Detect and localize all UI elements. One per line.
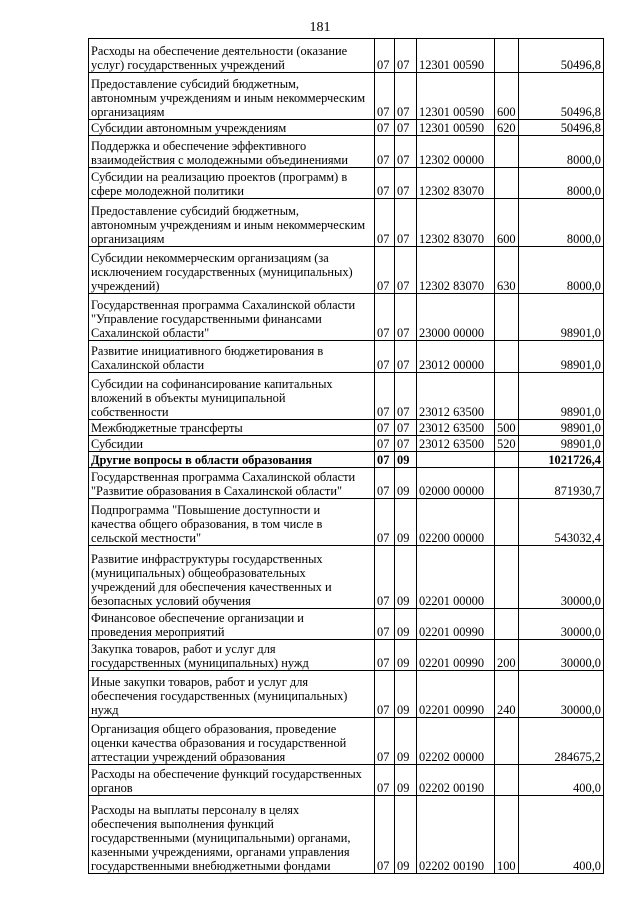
page-number: 181 [309, 20, 331, 35]
section-code-cell: 07 [375, 199, 395, 247]
expense-type-cell [495, 452, 519, 468]
table-row [89, 199, 604, 247]
expense-name-cell: Подпрограмма "Повышение доступности и качества общего образования, в том числе в сельской местности" [89, 499, 375, 546]
amount-cell: 50496,8 [519, 73, 604, 120]
amount-cell: 98901,0 [519, 420, 604, 436]
expense-type-cell: 620 [495, 120, 519, 136]
table-row [89, 546, 604, 609]
expense-type-cell [495, 39, 519, 73]
subsection-code-cell: 07 [395, 73, 417, 120]
table-row [89, 468, 604, 499]
amount-cell: 284675,2 [519, 718, 604, 765]
table-row [89, 671, 604, 718]
amount-cell: 1021726,4 [519, 452, 604, 468]
expense-name-cell: Расходы на выплаты персоналу в целях обеспечения выполнения функций государственными (муниципальными) органами, казенными учреждениями, органами управления государственными внебюджетными фондами [89, 796, 375, 874]
amount-cell: 8000,0 [519, 136, 604, 168]
section-code-cell: 07 [375, 546, 395, 609]
table-row [89, 420, 604, 436]
section-code-cell: 07 [375, 73, 395, 120]
expense-type-cell [495, 168, 519, 199]
subsection-code-cell: 07 [395, 168, 417, 199]
target-article-cell: 02202 00190 [417, 796, 495, 874]
section-code-cell: 07 [375, 420, 395, 436]
amount-cell: 8000,0 [519, 247, 604, 294]
target-article-cell: 12302 83070 [417, 247, 495, 294]
subsection-code-cell: 09 [395, 452, 417, 468]
expense-type-cell [495, 341, 519, 373]
expense-name-cell: Развитие инициативного бюджетирования в Сахалинской области [89, 341, 375, 373]
table-row [89, 796, 604, 874]
target-article-cell: 02200 00000 [417, 499, 495, 546]
section-code-cell: 07 [375, 452, 395, 468]
expense-name-cell: Субсидии некоммерческим организациям (за исключением государственных (муниципальных) учреждений) [89, 247, 375, 294]
amount-cell: 8000,0 [519, 168, 604, 199]
amount-cell: 98901,0 [519, 294, 604, 341]
expense-name-cell: Государственная программа Сахалинской области "Управление государственными финансами Сахалинской области" [89, 294, 375, 341]
target-article-cell: 23000 00000 [417, 294, 495, 341]
target-article-cell: 02201 00000 [417, 546, 495, 609]
expense-name-cell: Субсидии на реализацию проектов (программ) в сфере молодежной политики [89, 168, 375, 199]
expense-type-cell [495, 609, 519, 640]
expense-name-cell: Организация общего образования, проведение оценки качества образования и государственной аттестации учреждений образования [89, 718, 375, 765]
section-code-cell: 07 [375, 796, 395, 874]
amount-cell: 871930,7 [519, 468, 604, 499]
section-code-cell: 07 [375, 120, 395, 136]
target-article-cell: 23012 63500 [417, 373, 495, 420]
expense-type-cell: 500 [495, 420, 519, 436]
expense-name-cell: Развитие инфраструктуры государственных (муниципальных) общеобразовательных учреждений для обеспечения качественных и безопасных условий обучения [89, 546, 375, 609]
table-row [89, 247, 604, 294]
expense-type-cell [495, 546, 519, 609]
table-row [89, 168, 604, 199]
table-row [89, 718, 604, 765]
amount-cell: 50496,8 [519, 120, 604, 136]
amount-cell: 8000,0 [519, 199, 604, 247]
table-row [89, 765, 604, 796]
table-row [89, 341, 604, 373]
target-article-cell: 12301 00590 [417, 120, 495, 136]
table-row [89, 640, 604, 671]
subsection-code-cell: 09 [395, 765, 417, 796]
subsection-code-cell: 09 [395, 546, 417, 609]
expense-type-cell: 600 [495, 73, 519, 120]
section-code-cell: 07 [375, 136, 395, 168]
section-code-cell: 07 [375, 499, 395, 546]
expense-name-cell: Межбюджетные трансферты [89, 420, 375, 436]
amount-cell: 400,0 [519, 796, 604, 874]
expense-name-cell: Субсидии [89, 436, 375, 452]
expense-name-cell: Субсидии автономным учреждениям [89, 120, 375, 136]
expense-type-cell: 630 [495, 247, 519, 294]
expense-name-cell: Расходы на обеспечение функций государственных органов [89, 765, 375, 796]
section-code-cell: 07 [375, 671, 395, 718]
table-row [89, 136, 604, 168]
target-article-cell: 23012 63500 [417, 436, 495, 452]
section-code-cell: 07 [375, 39, 395, 73]
subsection-code-cell: 09 [395, 609, 417, 640]
target-article-cell: 12301 00590 [417, 39, 495, 73]
subsection-code-cell: 07 [395, 120, 417, 136]
subsection-code-cell: 09 [395, 671, 417, 718]
expense-name-cell: Предоставление субсидий бюджетным, автономным учреждениям и иным некоммерческим организациям [89, 73, 375, 120]
amount-cell: 30000,0 [519, 671, 604, 718]
target-article-cell [417, 452, 495, 468]
amount-cell: 98901,0 [519, 436, 604, 452]
expense-type-cell: 240 [495, 671, 519, 718]
expense-type-cell: 520 [495, 436, 519, 452]
expense-name-cell: Государственная программа Сахалинской области "Развитие образования в Сахалинской области" [89, 468, 375, 499]
section-code-cell: 07 [375, 168, 395, 199]
subsection-code-cell: 07 [395, 199, 417, 247]
table-body [89, 39, 604, 874]
section-code-cell: 07 [375, 341, 395, 373]
target-article-cell: 02000 00000 [417, 468, 495, 499]
expense-name-cell: Расходы на обеспечение деятельности (оказание услуг) государственных учреждений [89, 39, 375, 73]
expense-type-cell [495, 765, 519, 796]
expense-type-cell [495, 718, 519, 765]
expense-name-cell: Предоставление субсидий бюджетным, автономным учреждениям и иным некоммерческим организациям [89, 199, 375, 247]
subsection-code-cell: 07 [395, 373, 417, 420]
subsection-code-cell: 07 [395, 136, 417, 168]
target-article-cell: 02201 00990 [417, 609, 495, 640]
section-code-cell: 07 [375, 765, 395, 796]
table-row [89, 120, 604, 136]
target-article-cell: 12302 83070 [417, 168, 495, 199]
target-article-cell: 02201 00990 [417, 671, 495, 718]
amount-cell: 30000,0 [519, 609, 604, 640]
table-row [89, 39, 604, 73]
section-code-cell: 07 [375, 247, 395, 294]
expense-type-cell [495, 373, 519, 420]
target-article-cell: 12302 00000 [417, 136, 495, 168]
expense-type-cell [495, 136, 519, 168]
expense-name-cell: Закупка товаров, работ и услуг для государственных (муниципальных) нужд [89, 640, 375, 671]
amount-cell: 30000,0 [519, 640, 604, 671]
table-row [89, 73, 604, 120]
expense-name-cell: Иные закупки товаров, работ и услуг для обеспечения государственных (муниципальных) нужд [89, 671, 375, 718]
subsection-code-cell: 09 [395, 468, 417, 499]
amount-cell: 543032,4 [519, 499, 604, 546]
subsection-code-cell: 07 [395, 436, 417, 452]
expense-type-cell: 200 [495, 640, 519, 671]
subsection-code-cell: 09 [395, 640, 417, 671]
amount-cell: 400,0 [519, 765, 604, 796]
subsection-code-cell: 07 [395, 341, 417, 373]
section-code-cell: 07 [375, 609, 395, 640]
expense-name-cell: Поддержка и обеспечение эффективного взаимодействия с молодежными объединениями [89, 136, 375, 168]
budget-table [88, 38, 604, 874]
section-code-cell: 07 [375, 373, 395, 420]
subsection-code-cell: 07 [395, 39, 417, 73]
section-code-cell: 07 [375, 718, 395, 765]
expense-type-cell [495, 294, 519, 341]
expense-type-cell [495, 468, 519, 499]
subsection-code-cell: 07 [395, 420, 417, 436]
expense-type-cell: 100 [495, 796, 519, 874]
table-row [89, 373, 604, 420]
subsection-code-cell: 07 [395, 294, 417, 341]
amount-cell: 30000,0 [519, 546, 604, 609]
target-article-cell: 02201 00990 [417, 640, 495, 671]
amount-cell: 98901,0 [519, 341, 604, 373]
subsection-code-cell: 09 [395, 499, 417, 546]
expense-type-cell: 600 [495, 199, 519, 247]
table-row [89, 609, 604, 640]
table-row [89, 452, 604, 468]
section-code-cell: 07 [375, 468, 395, 499]
subsection-code-cell: 09 [395, 796, 417, 874]
table-row [89, 294, 604, 341]
target-article-cell: 02202 00000 [417, 718, 495, 765]
section-code-cell: 07 [375, 294, 395, 341]
table-row [89, 499, 604, 546]
expense-type-cell [495, 499, 519, 546]
target-article-cell: 23012 00000 [417, 341, 495, 373]
expense-name-cell: Другие вопросы в области образования [89, 452, 375, 468]
amount-cell: 50496,8 [519, 39, 604, 73]
amount-cell: 98901,0 [519, 373, 604, 420]
expense-name-cell: Субсидии на софинансирование капитальных вложений в объекты муниципальной собственности [89, 373, 375, 420]
subsection-code-cell: 07 [395, 247, 417, 294]
expense-name-cell: Финансовое обеспечение организации и проведения мероприятий [89, 609, 375, 640]
target-article-cell: 12301 00590 [417, 73, 495, 120]
target-article-cell: 02202 00190 [417, 765, 495, 796]
section-code-cell: 07 [375, 436, 395, 452]
target-article-cell: 23012 63500 [417, 420, 495, 436]
target-article-cell: 12302 83070 [417, 199, 495, 247]
table-row [89, 436, 604, 452]
subsection-code-cell: 09 [395, 718, 417, 765]
section-code-cell: 07 [375, 640, 395, 671]
